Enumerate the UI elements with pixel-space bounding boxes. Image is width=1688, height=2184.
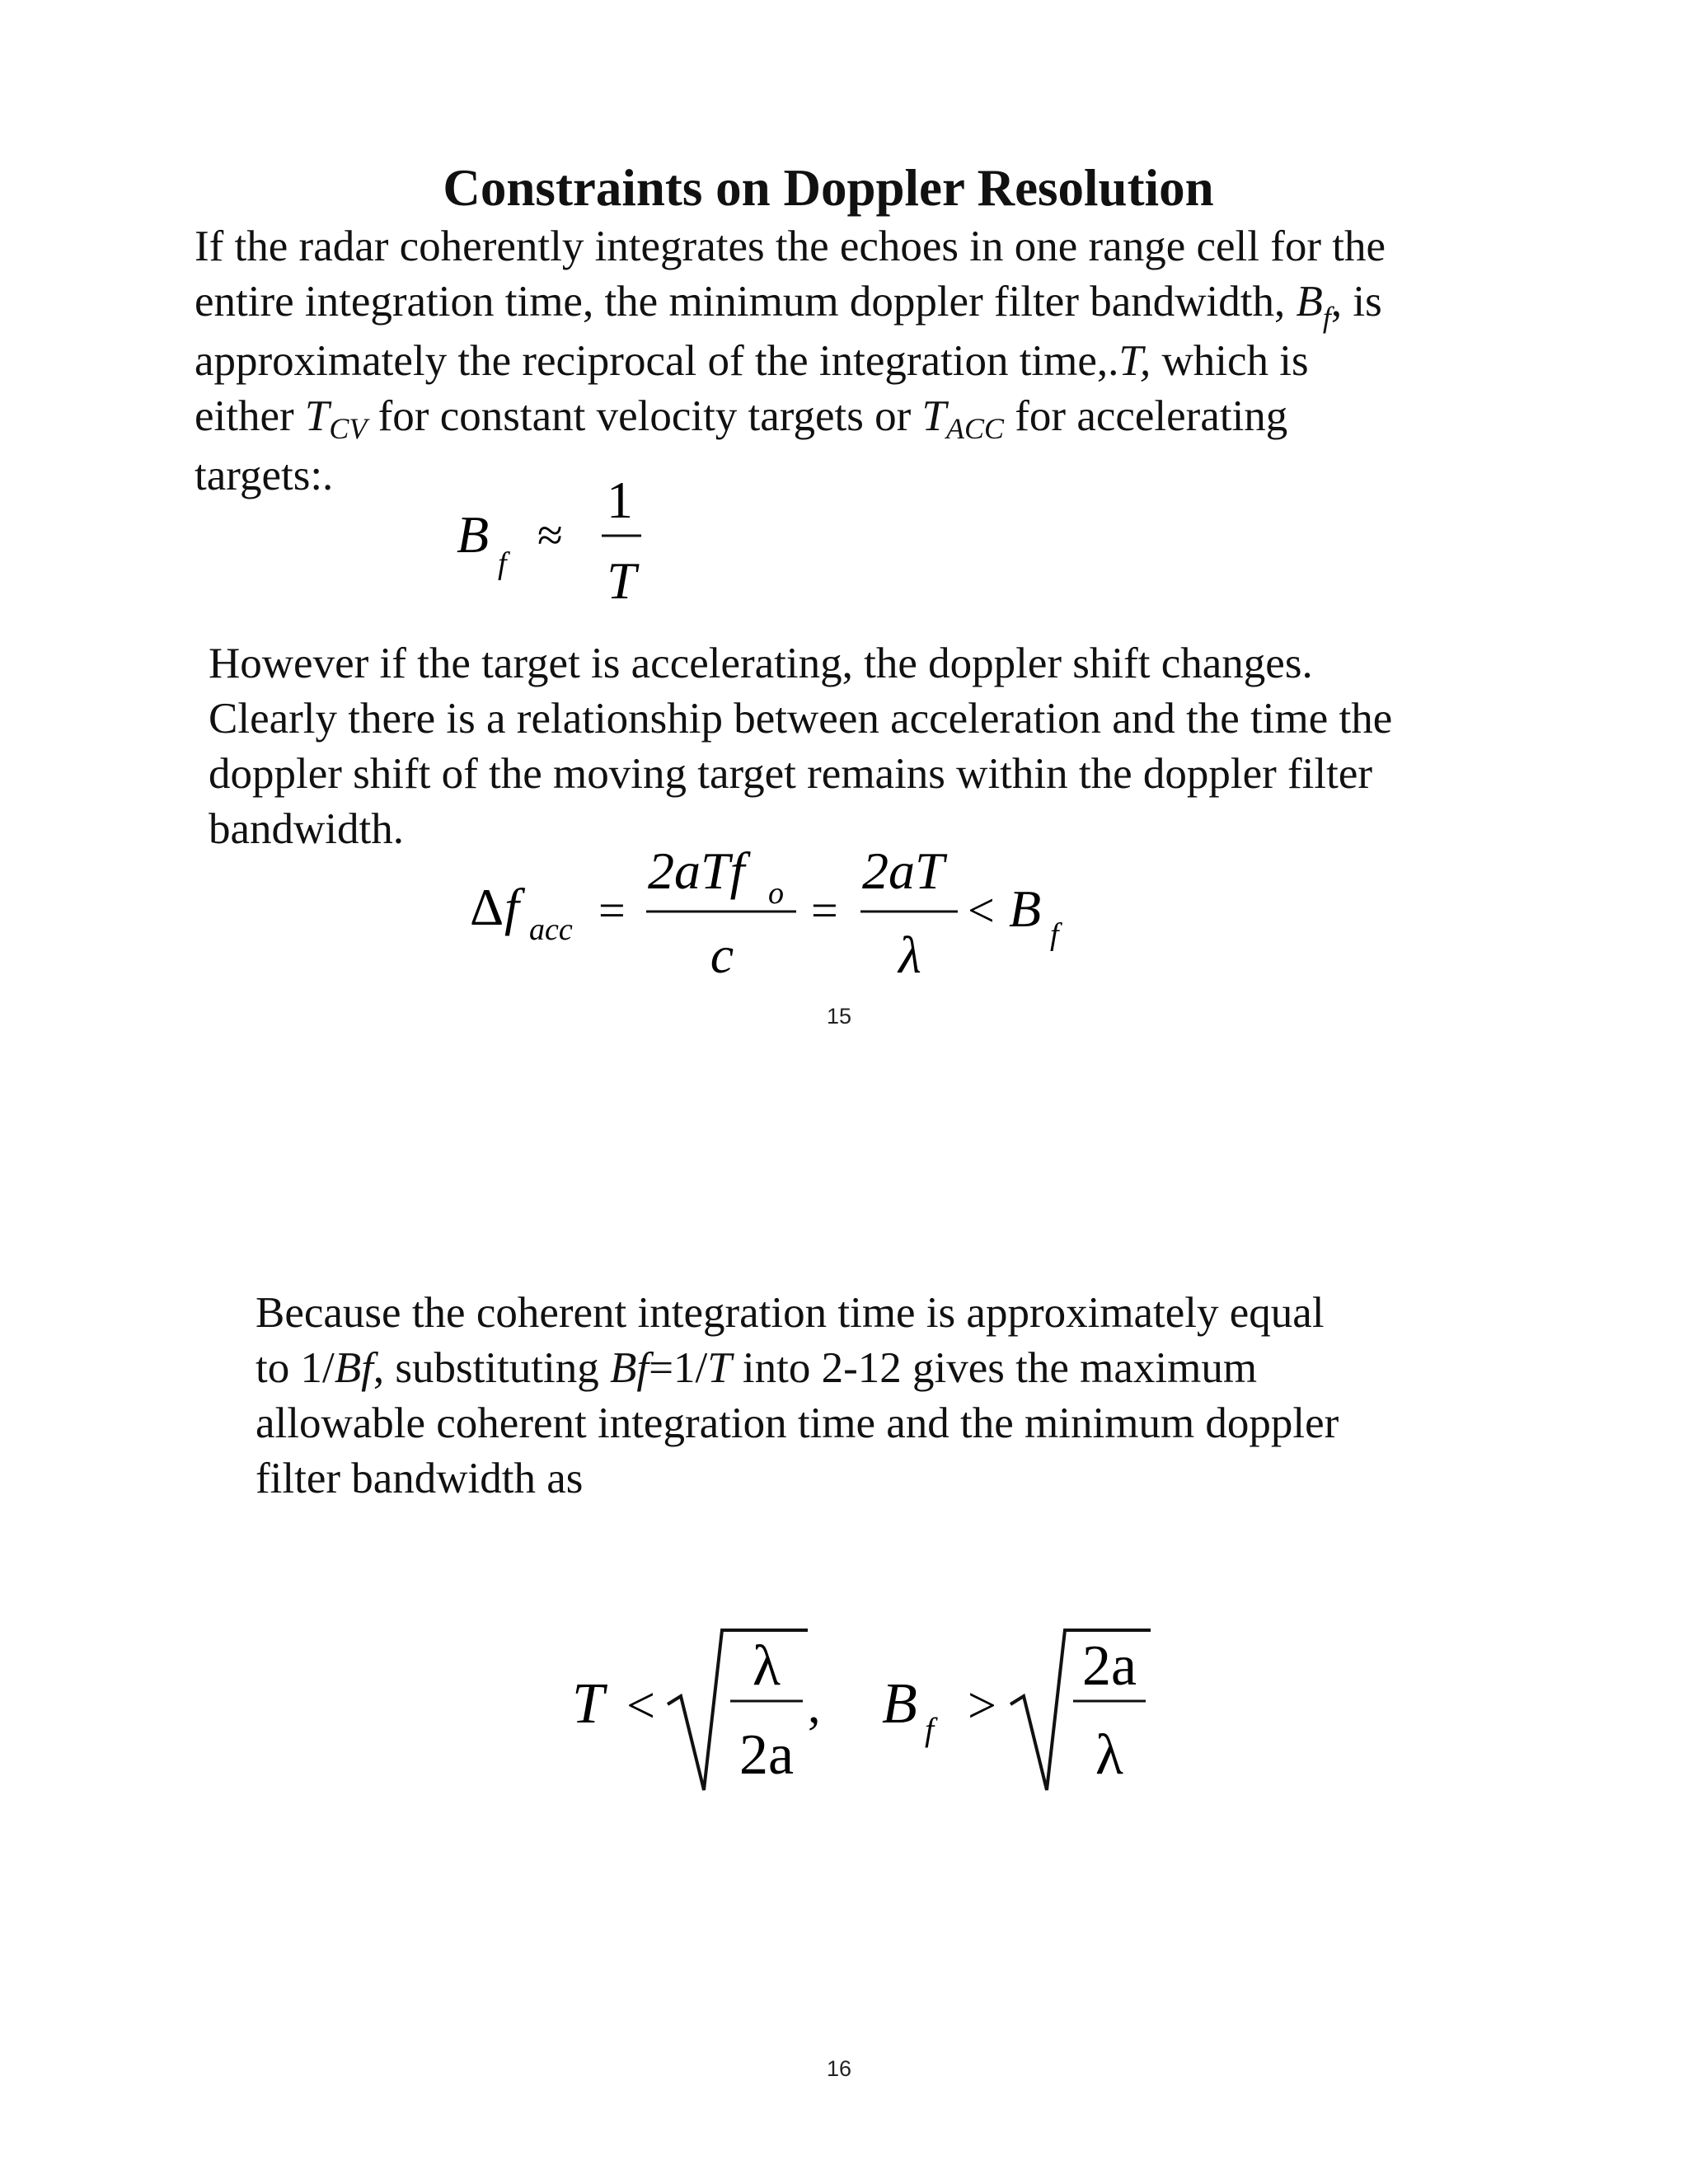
eq3-rad1-num: λ	[753, 1634, 781, 1698]
eq2-frac1-num-sub: o	[768, 876, 784, 911]
accel-line-3: doppler shift of the moving target remains within the doppler filter	[209, 750, 1373, 798]
eq2-less-than: <	[968, 883, 995, 937]
eq3-B-sub: f	[925, 1711, 935, 1748]
eq1-approx: ≈	[537, 510, 563, 561]
integration-time-paragraph	[256, 1286, 1339, 1507]
eq2-frac2-num: 2aT	[862, 841, 945, 900]
eq3-rad2-num: 2a	[1081, 1634, 1137, 1698]
page-number-15: 15	[826, 1004, 852, 1029]
eq3-B: B	[882, 1672, 917, 1736]
integ-line-1: Because the coherent integration time is approximately equal	[256, 1289, 1325, 1337]
intro-line-4: either TCV for constant velocity targets or TACC for accelerating	[195, 392, 1288, 445]
intro-line-1: If the radar coherently integrates the echoes in one range cell for the	[195, 223, 1386, 270]
eq2-rhs: B	[1009, 879, 1042, 938]
eq2-delta: Δ	[470, 878, 504, 936]
page-title: Constraints on Doppler Resolution	[443, 159, 1214, 217]
eq3-comma: ,	[808, 1678, 821, 1734]
eq3-rad2-den: λ	[1095, 1723, 1123, 1787]
eq2-frac1-num: 2aTf	[648, 841, 745, 900]
intro-line-5: targets:.	[195, 452, 334, 499]
intro-paragraph	[195, 219, 1386, 504]
intro-line-3: approximately the reciprocal of the integration time,.T, which is	[195, 337, 1309, 385]
accel-line-2: Clearly there is a relationship between acceleration and the time the	[209, 695, 1393, 743]
eq3-rad1-den: 2a	[738, 1723, 795, 1787]
eq1-lhs: B	[457, 505, 490, 564]
eq3-T: T	[572, 1672, 604, 1736]
integ-line-2: to 1/Bf, substituting Bf=1/T into 2-12 gives the maximum	[256, 1344, 1258, 1392]
eq2-frac1-den: c	[710, 926, 734, 984]
integ-line-4: filter bandwidth as	[256, 1455, 584, 1502]
eq2-sub-acc: acc	[529, 912, 573, 947]
equation-bandwidth-approx	[445, 462, 676, 618]
eq2-f: f	[504, 878, 519, 936]
page-number-16: 16	[826, 2056, 852, 2081]
eq3-less-than: <	[626, 1678, 655, 1734]
integ-line-3: allowable coherent integration time and the minimum doppler	[256, 1399, 1339, 1447]
accel-line-1: However if the target is accelerating, the doppler shift changes.	[209, 640, 1313, 687]
eq2-rhs-sub: f	[1050, 917, 1059, 952]
eq1-numerator: 1	[607, 471, 633, 529]
equation-doppler-shift	[462, 832, 1121, 997]
eq2-equals-1: =	[598, 883, 626, 937]
eq2-frac2-den: λ	[898, 926, 921, 984]
eq1-lhs-sub: f	[498, 546, 507, 581]
eq2-equals-2: =	[811, 883, 838, 937]
equation-limits	[560, 1599, 1170, 1813]
eq3-greater-than: >	[968, 1678, 996, 1734]
intro-line-2: entire integration time, the minimum doppler filter bandwidth, $B_f$, is	[195, 278, 1382, 334]
accel-line-4: bandwidth.	[209, 805, 404, 853]
acceleration-paragraph	[209, 636, 1392, 857]
eq1-denominator: T	[607, 551, 636, 610]
